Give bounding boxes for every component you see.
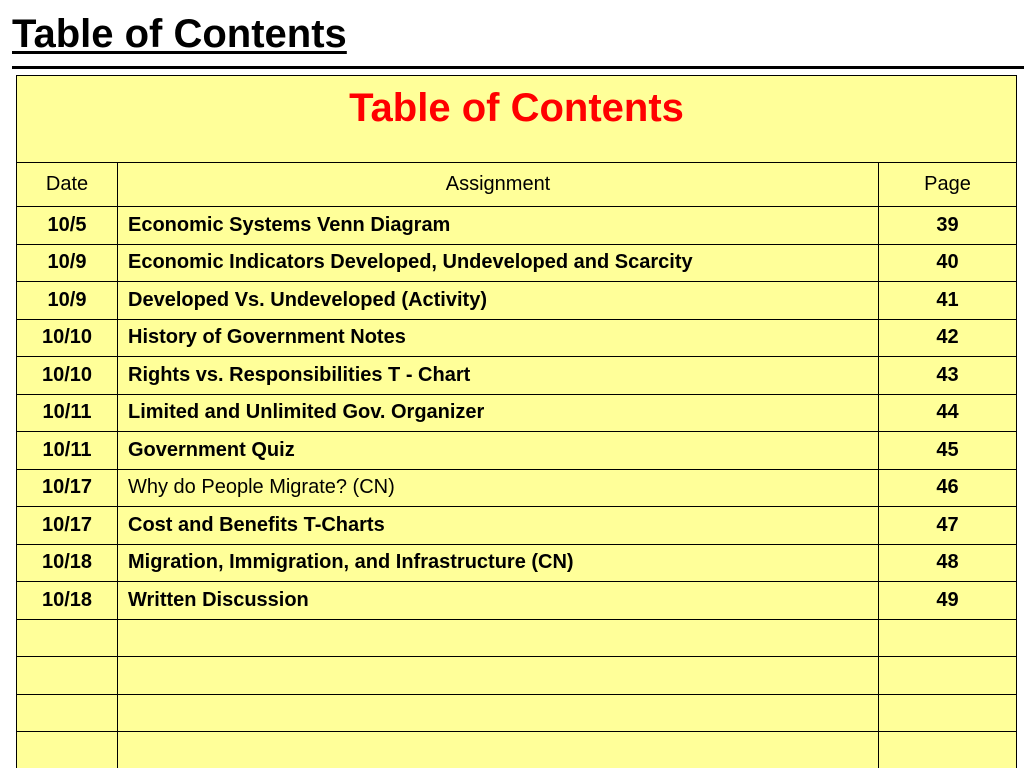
title-divider	[12, 66, 1024, 69]
assignment-cell	[118, 657, 879, 695]
table-row	[17, 469, 1017, 507]
date-cell: 10/10	[17, 357, 118, 395]
table-row	[17, 432, 1017, 470]
assignment-cell	[118, 732, 879, 768]
date-cell: 10/11	[17, 394, 118, 432]
assignment-cell: Economic Systems Venn Diagram	[118, 207, 879, 245]
page-cell: 40	[879, 244, 1017, 282]
assignment-cell: Written Discussion	[118, 582, 879, 620]
header-assignment: Assignment	[118, 163, 879, 207]
date-cell: 10/5	[17, 207, 118, 245]
table-body	[17, 207, 1017, 768]
page-cell: 39	[879, 207, 1017, 245]
empty-row	[17, 732, 1017, 768]
date-cell: 10/11	[17, 432, 118, 470]
assignment-cell: History of Government Notes	[118, 319, 879, 357]
assignment-cell	[118, 694, 879, 732]
page-cell: 49	[879, 582, 1017, 620]
table-row	[17, 394, 1017, 432]
assignment-cell: Developed Vs. Undeveloped (Activity)	[118, 282, 879, 320]
header-date: Date	[17, 163, 118, 207]
page-cell: 47	[879, 507, 1017, 545]
date-cell: 10/17	[17, 507, 118, 545]
page-cell	[879, 694, 1017, 732]
page-cell: 48	[879, 544, 1017, 582]
page-cell: 41	[879, 282, 1017, 320]
date-cell	[17, 657, 118, 695]
page-cell: 46	[879, 469, 1017, 507]
empty-row	[17, 657, 1017, 695]
table-row	[17, 244, 1017, 282]
slide-title: Table of Contents	[12, 12, 347, 56]
page-cell: 42	[879, 319, 1017, 357]
empty-row	[17, 619, 1017, 657]
assignment-cell: Economic Indicators Developed, Undeveloped and Scarcity	[118, 244, 879, 282]
table-caption: Table of Contents	[349, 86, 684, 130]
assignment-cell: Why do People Migrate? (CN)	[118, 469, 879, 507]
table-row	[17, 207, 1017, 245]
table-row	[17, 582, 1017, 620]
assignment-cell: Migration, Immigration, and Infrastructure (CN)	[118, 544, 879, 582]
page-cell: 45	[879, 432, 1017, 470]
table-row	[17, 544, 1017, 582]
page-cell	[879, 619, 1017, 657]
assignment-cell: Rights vs. Responsibilities T - Chart	[118, 357, 879, 395]
page-cell: 44	[879, 394, 1017, 432]
assignment-cell: Cost and Benefits T-Charts	[118, 507, 879, 545]
caption-row	[17, 76, 1017, 163]
header-page: Page	[879, 163, 1017, 207]
date-cell: 10/10	[17, 319, 118, 357]
date-cell: 10/18	[17, 544, 118, 582]
table-row	[17, 282, 1017, 320]
table-row	[17, 507, 1017, 545]
empty-row	[17, 694, 1017, 732]
page-cell	[879, 732, 1017, 768]
table-row	[17, 357, 1017, 395]
assignment-cell: Government Quiz	[118, 432, 879, 470]
caption-cell	[17, 76, 1017, 163]
assignment-cell: Limited and Unlimited Gov. Organizer	[118, 394, 879, 432]
date-cell: 10/9	[17, 244, 118, 282]
date-cell	[17, 694, 118, 732]
table-of-contents	[16, 75, 1017, 768]
header-row	[17, 163, 1017, 207]
date-cell: 10/9	[17, 282, 118, 320]
date-cell	[17, 619, 118, 657]
page-cell: 43	[879, 357, 1017, 395]
page-cell	[879, 657, 1017, 695]
date-cell: 10/17	[17, 469, 118, 507]
assignment-cell	[118, 619, 879, 657]
date-cell	[17, 732, 118, 768]
table-row	[17, 319, 1017, 357]
date-cell: 10/18	[17, 582, 118, 620]
